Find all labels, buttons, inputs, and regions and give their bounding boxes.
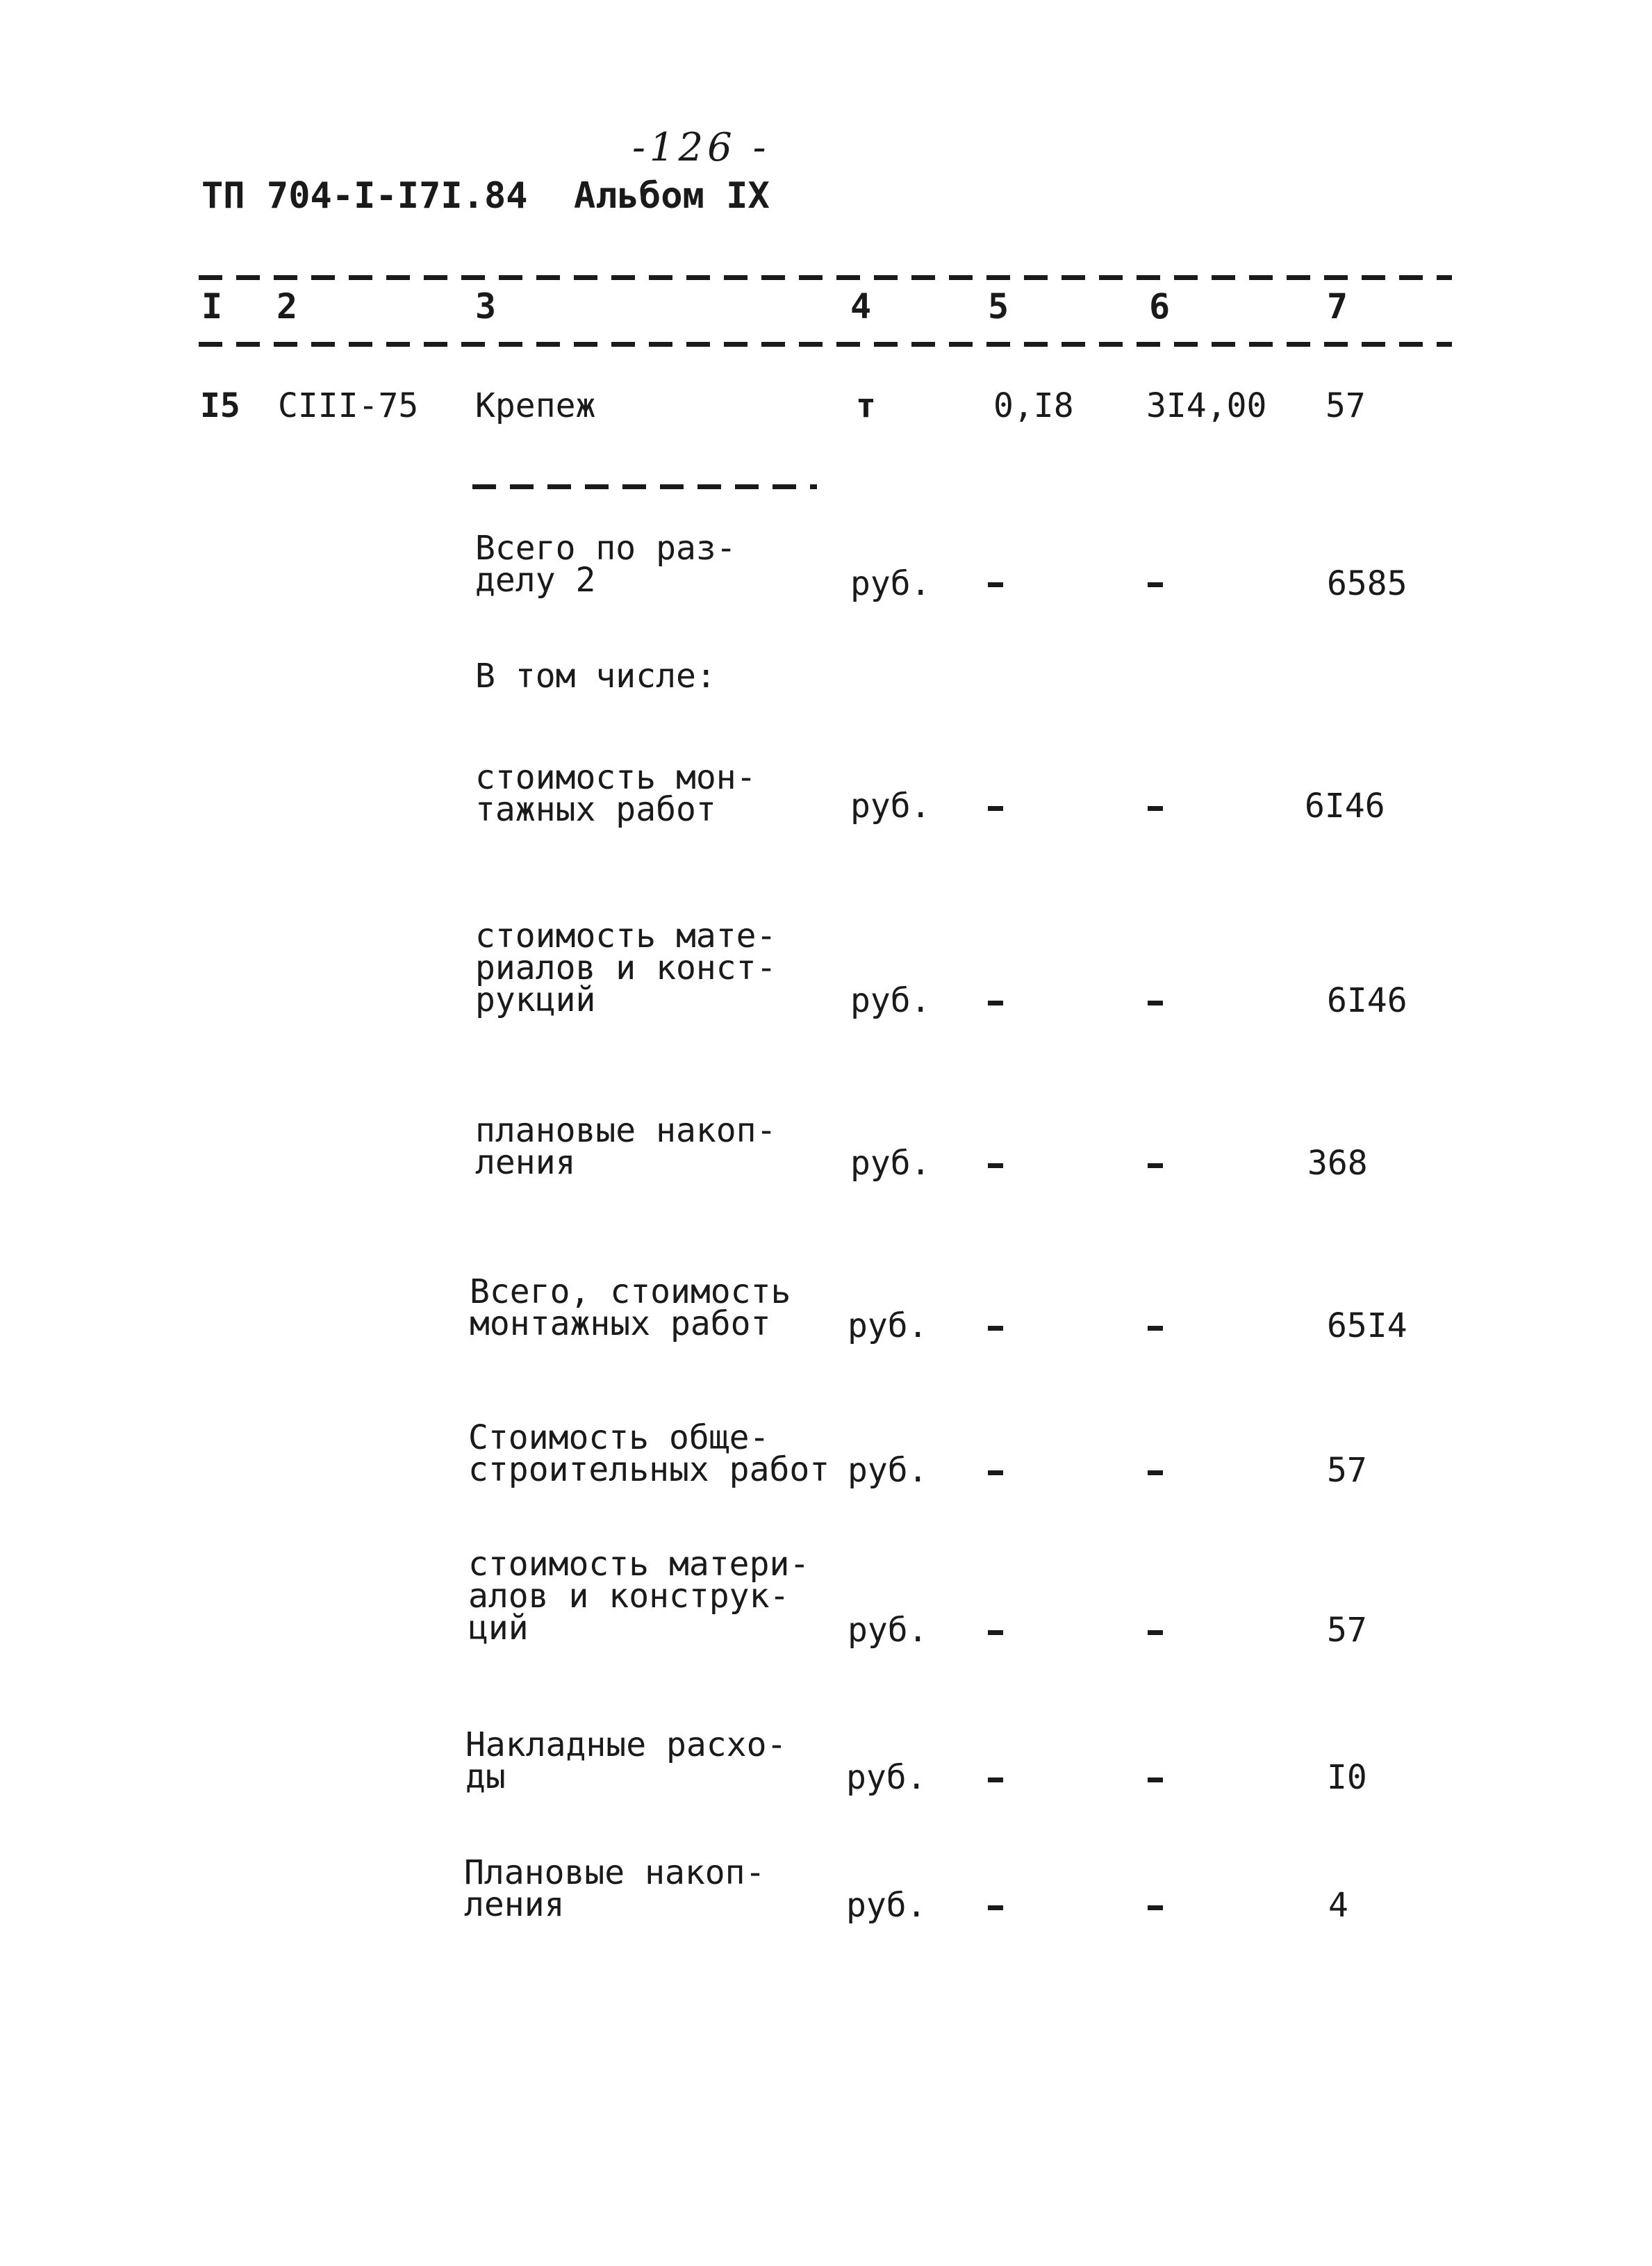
summary-unit: руб.: [848, 1611, 928, 1650]
empty-mark: [1148, 1470, 1163, 1475]
summary-unit: руб.: [846, 1758, 927, 1797]
empty-mark: [988, 1001, 1003, 1005]
column-header-2: 2: [276, 286, 298, 327]
document-code: ТП 704-I-I7I.84: [201, 175, 528, 217]
column-header-5: 5: [988, 286, 1009, 327]
empty-mark: [988, 1163, 1003, 1168]
empty-mark: [988, 1470, 1003, 1475]
empty-mark: [1148, 1163, 1163, 1168]
summary-label: стоимость мате- риалов и конст- рукций: [475, 917, 777, 1019]
row-price: 3I4,00: [1146, 386, 1267, 425]
column-header-1: I: [201, 286, 223, 327]
subsection-label: В том числе:: [475, 657, 716, 696]
summary-unit: руб.: [846, 1886, 927, 1925]
summary-total: 6585: [1327, 564, 1407, 603]
row-name: Крепеж: [475, 386, 596, 425]
empty-mark: [1148, 1326, 1163, 1331]
summary-unit: руб.: [850, 981, 931, 1020]
column-header-3: 3: [475, 286, 497, 327]
summary-total: 57: [1327, 1611, 1367, 1650]
empty-mark: [988, 1905, 1003, 1910]
summary-unit: руб.: [850, 787, 931, 826]
empty-mark: [988, 1778, 1003, 1782]
row-total: 57: [1325, 386, 1366, 425]
summary-total: 65I4: [1327, 1306, 1407, 1345]
empty-mark: [1148, 806, 1163, 811]
empty-mark: [1148, 1778, 1163, 1782]
summary-label: плановые накоп- ления: [475, 1111, 777, 1182]
empty-mark: [1148, 582, 1163, 587]
empty-mark: [1148, 1905, 1163, 1910]
summary-unit: руб.: [848, 1306, 928, 1345]
summary-unit: руб.: [850, 564, 931, 603]
summary-label: стоимость матери- алов и конструк- ций: [468, 1545, 810, 1648]
table-header-rule: [199, 342, 1452, 347]
summary-label: Стоимость обще- строительных работ: [468, 1418, 830, 1489]
column-header-7: 7: [1327, 286, 1348, 327]
summary-total: 6I46: [1305, 787, 1385, 826]
album-label: Альбом IX: [574, 175, 770, 217]
summary-total: I0: [1327, 1758, 1367, 1797]
empty-mark: [1148, 1001, 1163, 1005]
table-top-rule: [199, 275, 1452, 280]
summary-total: 4: [1328, 1886, 1348, 1925]
row-unit: т: [856, 386, 876, 425]
summary-label: Всего по раз- делу 2: [475, 529, 736, 600]
empty-mark: [1148, 1630, 1163, 1635]
empty-mark: [988, 582, 1003, 587]
empty-mark: [988, 1630, 1003, 1635]
empty-mark: [988, 1326, 1003, 1331]
column-header-4: 4: [850, 286, 872, 327]
summary-unit: руб.: [848, 1451, 928, 1490]
summary-total: 57: [1327, 1451, 1367, 1490]
summary-total: 368: [1307, 1144, 1368, 1183]
summary-total: 6I46: [1327, 981, 1407, 1020]
summary-label: Плановые накоп- ления: [464, 1853, 766, 1924]
summary-unit: руб.: [850, 1144, 931, 1183]
summary-label: стоимость мон- тажных работ: [475, 758, 757, 829]
row-code: СIII-75: [278, 386, 419, 425]
row-quantity: 0,I8: [993, 386, 1074, 425]
subtotal-rule: [472, 484, 817, 489]
column-header-6: 6: [1149, 286, 1171, 327]
page-number: -126 -: [632, 125, 770, 170]
summary-label: Накладные расхо- ды: [465, 1725, 787, 1796]
summary-label: Всего, стоимость монтажных работ: [470, 1272, 791, 1343]
row-number: I5: [200, 386, 240, 425]
empty-mark: [988, 806, 1003, 811]
